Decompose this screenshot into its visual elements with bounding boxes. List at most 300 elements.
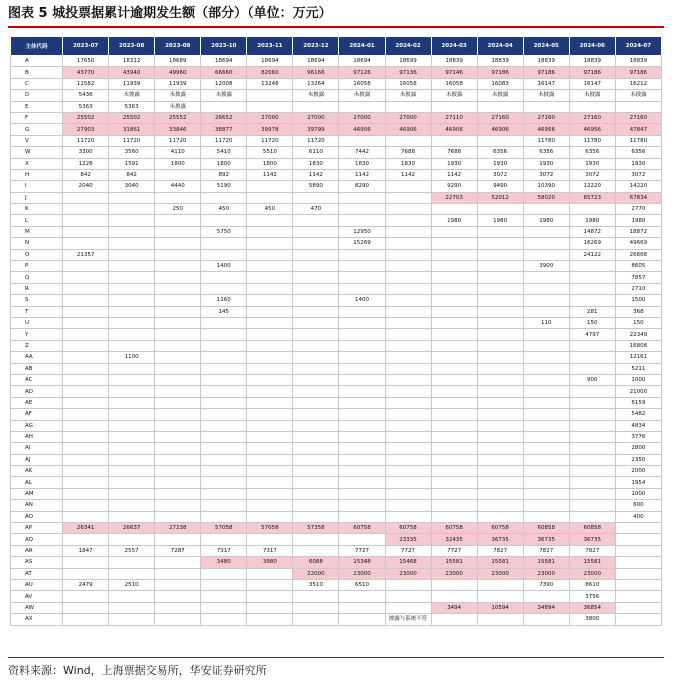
value-cell: 27903 — [63, 124, 109, 135]
value-cell — [201, 431, 247, 442]
value-cell — [247, 466, 293, 477]
value-cell: 未披露 — [155, 101, 201, 112]
value-cell: 3072 — [569, 169, 615, 180]
table-row — [11, 352, 662, 363]
table-row — [11, 249, 662, 260]
value-cell — [201, 397, 247, 408]
value-cell — [339, 466, 385, 477]
entity-code-cell: AP — [11, 523, 63, 534]
value-cell — [155, 226, 201, 237]
table-row — [11, 602, 662, 613]
value-cell: 97186 — [523, 67, 569, 78]
table-row — [11, 466, 662, 477]
value-cell: 18689 — [155, 56, 201, 67]
value-cell — [293, 272, 339, 283]
value-cell — [247, 101, 293, 112]
value-cell — [201, 272, 247, 283]
value-cell — [109, 363, 155, 374]
value-cell — [339, 614, 385, 625]
value-cell: 16058 — [431, 78, 477, 89]
value-cell — [109, 477, 155, 488]
value-cell — [201, 215, 247, 226]
value-cell: 7827 — [569, 545, 615, 556]
value-cell — [431, 431, 477, 442]
value-cell — [477, 249, 523, 260]
value-cell — [109, 386, 155, 397]
value-cell — [155, 397, 201, 408]
value-cell — [477, 374, 523, 385]
value-cell: 2800 — [615, 443, 661, 454]
footer-rule — [8, 657, 664, 658]
entity-code-cell: Y — [11, 329, 63, 340]
header-month: 2023-11 — [247, 37, 293, 56]
entity-code-cell: N — [11, 238, 63, 249]
entity-code-cell: AQ — [11, 534, 63, 545]
value-cell — [247, 602, 293, 613]
value-cell — [63, 557, 109, 568]
value-cell — [293, 215, 339, 226]
value-cell: 60758 — [431, 523, 477, 534]
value-cell — [63, 295, 109, 306]
value-cell: 7287 — [155, 545, 201, 556]
value-cell — [109, 443, 155, 454]
header-month: 2024-06 — [569, 37, 615, 56]
value-cell: 未披露 — [155, 90, 201, 101]
table-row — [11, 112, 662, 123]
value-cell — [339, 488, 385, 499]
value-cell — [155, 329, 201, 340]
value-cell: 46956 — [523, 124, 569, 135]
value-cell — [615, 579, 661, 590]
value-cell: 27160 — [523, 112, 569, 123]
table-row — [11, 386, 662, 397]
value-cell: 58020 — [523, 192, 569, 203]
value-cell: 15348 — [339, 557, 385, 568]
value-cell: 2770 — [615, 204, 661, 215]
value-cell — [615, 523, 661, 534]
value-cell — [63, 614, 109, 625]
value-cell: 21000 — [615, 386, 661, 397]
value-cell: 7390 — [523, 579, 569, 590]
entity-code-cell: G — [11, 124, 63, 135]
value-cell — [615, 545, 661, 556]
entity-code-cell: AG — [11, 420, 63, 431]
table-row — [11, 443, 662, 454]
value-cell — [569, 488, 615, 499]
value-cell — [109, 283, 155, 294]
value-cell — [247, 181, 293, 192]
value-cell: 57058 — [201, 523, 247, 534]
value-cell — [63, 500, 109, 511]
value-cell: 18839 — [615, 56, 661, 67]
value-cell: 22703 — [431, 192, 477, 203]
value-cell — [155, 374, 201, 385]
value-cell — [523, 226, 569, 237]
entity-code-cell: AT — [11, 568, 63, 579]
value-cell — [247, 488, 293, 499]
value-cell — [431, 101, 477, 112]
value-cell: 7317 — [201, 545, 247, 556]
table-row — [11, 169, 662, 180]
value-cell — [523, 249, 569, 260]
value-cell — [63, 306, 109, 317]
value-cell — [615, 101, 661, 112]
header-month: 2024-01 — [339, 37, 385, 56]
value-cell — [523, 306, 569, 317]
value-cell — [523, 374, 569, 385]
value-cell: 1980 — [523, 215, 569, 226]
source-note: 资料来源：Wind，上海票据交易所，华安证券研究所 — [8, 664, 267, 677]
value-cell — [523, 352, 569, 363]
value-cell — [523, 295, 569, 306]
value-cell — [523, 409, 569, 420]
value-cell — [339, 317, 385, 328]
value-cell — [523, 272, 569, 283]
value-cell — [431, 511, 477, 522]
table-row — [11, 283, 662, 294]
value-cell — [201, 579, 247, 590]
value-cell: 5363 — [109, 101, 155, 112]
value-cell: 1228 — [63, 158, 109, 169]
value-cell: 3510 — [293, 579, 339, 590]
value-cell: 3776 — [615, 431, 661, 442]
value-cell: 60758 — [385, 523, 431, 534]
value-cell: 17650 — [63, 56, 109, 67]
value-cell — [477, 420, 523, 431]
entity-code-cell: C — [11, 78, 63, 89]
value-cell — [109, 204, 155, 215]
entity-code-cell: Z — [11, 340, 63, 351]
entity-code-cell: AO — [11, 511, 63, 522]
value-cell: 3980 — [247, 557, 293, 568]
table-row — [11, 488, 662, 499]
value-cell — [431, 306, 477, 317]
value-cell — [247, 226, 293, 237]
value-cell: 7727 — [385, 545, 431, 556]
value-cell — [247, 568, 293, 579]
value-cell — [109, 500, 155, 511]
value-cell — [155, 352, 201, 363]
value-cell: 未披露 — [385, 90, 431, 101]
value-cell: 6159 — [615, 397, 661, 408]
value-cell — [247, 306, 293, 317]
value-cell — [523, 386, 569, 397]
entity-code-cell: U — [11, 317, 63, 328]
value-cell — [247, 443, 293, 454]
value-cell — [155, 454, 201, 465]
value-cell: 2000 — [615, 466, 661, 477]
value-cell — [523, 591, 569, 602]
value-cell — [431, 397, 477, 408]
value-cell — [293, 477, 339, 488]
value-cell — [569, 283, 615, 294]
value-cell — [569, 431, 615, 442]
value-cell: 26341 — [63, 523, 109, 534]
value-cell — [201, 614, 247, 625]
value-cell: 600 — [615, 500, 661, 511]
value-cell: 6356 — [523, 147, 569, 158]
value-cell: 未披露 — [201, 90, 247, 101]
value-cell: 60758 — [339, 523, 385, 534]
value-cell: 1142 — [247, 169, 293, 180]
value-cell: 14220 — [615, 181, 661, 192]
value-cell: 3756 — [569, 591, 615, 602]
value-cell: 1800 — [201, 158, 247, 169]
table-row — [11, 215, 662, 226]
value-cell: 7857 — [615, 272, 661, 283]
value-cell: 27160 — [477, 112, 523, 123]
value-cell — [247, 329, 293, 340]
value-cell — [339, 454, 385, 465]
value-cell — [63, 568, 109, 579]
value-cell — [293, 101, 339, 112]
value-cell: 16212 — [615, 78, 661, 89]
value-cell: 22349 — [615, 329, 661, 340]
value-cell: 1830 — [385, 158, 431, 169]
value-cell — [385, 204, 431, 215]
value-cell: 3072 — [523, 169, 569, 180]
value-cell: 2557 — [109, 545, 155, 556]
entity-code-cell: E — [11, 101, 63, 112]
value-cell: 60858 — [523, 523, 569, 534]
value-cell: 97186 — [615, 67, 661, 78]
entity-code-cell: AV — [11, 591, 63, 602]
value-cell — [477, 226, 523, 237]
value-cell — [201, 386, 247, 397]
value-cell — [293, 602, 339, 613]
value-cell — [339, 409, 385, 420]
title-rule — [8, 26, 664, 28]
value-cell — [385, 602, 431, 613]
table-row — [11, 272, 662, 283]
entity-code-cell: AW — [11, 602, 63, 613]
value-cell: 82060 — [247, 67, 293, 78]
value-cell — [293, 374, 339, 385]
value-cell — [385, 579, 431, 590]
value-cell — [523, 477, 569, 488]
value-cell — [477, 295, 523, 306]
value-cell — [339, 261, 385, 272]
value-cell: 450 — [201, 204, 247, 215]
value-cell — [339, 306, 385, 317]
header-month: 2023-08 — [109, 37, 155, 56]
value-cell — [247, 500, 293, 511]
value-cell: 7827 — [523, 545, 569, 556]
value-cell — [385, 363, 431, 374]
value-cell: 34894 — [523, 602, 569, 613]
value-cell: 13248 — [247, 78, 293, 89]
value-cell — [477, 204, 523, 215]
value-cell — [523, 488, 569, 499]
entity-code-cell: O — [11, 249, 63, 260]
value-cell — [431, 454, 477, 465]
value-cell — [201, 238, 247, 249]
value-cell: 6088 — [293, 557, 339, 568]
value-cell: 97186 — [477, 67, 523, 78]
value-cell — [477, 272, 523, 283]
value-cell: 15269 — [339, 238, 385, 249]
value-cell: 8610 — [569, 579, 615, 590]
value-cell — [247, 261, 293, 272]
value-cell: 46906 — [339, 124, 385, 135]
value-cell — [155, 466, 201, 477]
value-cell — [293, 306, 339, 317]
value-cell: 15581 — [569, 557, 615, 568]
value-cell: 1591 — [109, 158, 155, 169]
value-cell: 25552 — [155, 112, 201, 123]
value-cell — [63, 454, 109, 465]
value-cell — [477, 329, 523, 340]
table-row — [11, 124, 662, 135]
value-cell: 1980 — [431, 215, 477, 226]
value-cell — [201, 409, 247, 420]
value-cell — [155, 283, 201, 294]
value-cell: 7727 — [431, 545, 477, 556]
value-cell: 7827 — [477, 545, 523, 556]
value-cell: 3800 — [569, 614, 615, 625]
value-cell — [293, 545, 339, 556]
value-cell — [569, 101, 615, 112]
table-header-row — [11, 37, 662, 56]
value-cell: 1980 — [477, 215, 523, 226]
value-cell — [569, 500, 615, 511]
value-cell — [523, 397, 569, 408]
value-cell — [523, 500, 569, 511]
value-cell — [339, 591, 385, 602]
value-cell: 150 — [569, 317, 615, 328]
entity-code-cell: A — [11, 56, 63, 67]
value-cell — [155, 295, 201, 306]
value-cell: 1000 — [615, 488, 661, 499]
value-cell — [109, 317, 155, 328]
value-cell — [385, 420, 431, 431]
value-cell — [339, 192, 385, 203]
entity-code-cell: V — [11, 135, 63, 146]
value-cell: 10390 — [523, 181, 569, 192]
value-cell — [431, 386, 477, 397]
value-cell: 15581 — [477, 557, 523, 568]
table-row — [11, 101, 662, 112]
value-cell — [477, 340, 523, 351]
value-cell — [523, 204, 569, 215]
value-cell — [247, 352, 293, 363]
value-cell: 1980 — [615, 215, 661, 226]
entity-code-cell: AC — [11, 374, 63, 385]
value-cell: 18839 — [523, 56, 569, 67]
value-cell: 368 — [615, 306, 661, 317]
value-cell — [63, 261, 109, 272]
value-cell — [293, 443, 339, 454]
value-cell — [109, 466, 155, 477]
value-cell — [155, 272, 201, 283]
value-cell: 3494 — [431, 602, 477, 613]
value-cell: 12220 — [569, 181, 615, 192]
value-cell — [293, 238, 339, 249]
value-cell — [339, 431, 385, 442]
value-cell: 11939 — [155, 78, 201, 89]
value-cell — [569, 477, 615, 488]
entity-code-cell: B — [11, 67, 63, 78]
value-cell: 1160 — [201, 295, 247, 306]
entity-code-cell: AI — [11, 443, 63, 454]
value-cell — [385, 511, 431, 522]
value-cell: 9490 — [477, 181, 523, 192]
value-cell: 18694 — [339, 56, 385, 67]
value-cell — [385, 238, 431, 249]
value-cell — [155, 511, 201, 522]
value-cell — [293, 500, 339, 511]
value-cell — [63, 488, 109, 499]
value-cell — [109, 568, 155, 579]
value-cell — [155, 579, 201, 590]
value-cell: 11780 — [523, 135, 569, 146]
value-cell — [569, 454, 615, 465]
table-row — [11, 568, 662, 579]
value-cell: 46906 — [431, 124, 477, 135]
value-cell: 60758 — [477, 523, 523, 534]
value-cell — [293, 420, 339, 431]
value-cell: 11720 — [155, 135, 201, 146]
value-cell — [569, 443, 615, 454]
value-cell — [247, 397, 293, 408]
value-cell: 18872 — [615, 226, 661, 237]
value-cell: 1980 — [569, 215, 615, 226]
value-cell — [477, 477, 523, 488]
value-cell — [293, 386, 339, 397]
entity-code-cell: AA — [11, 352, 63, 363]
value-cell — [247, 363, 293, 374]
value-cell — [431, 329, 477, 340]
value-cell: 9290 — [431, 181, 477, 192]
value-cell — [431, 283, 477, 294]
value-cell: 23000 — [477, 568, 523, 579]
value-cell — [109, 534, 155, 545]
value-cell — [247, 215, 293, 226]
value-cell — [155, 614, 201, 625]
table-row — [11, 56, 662, 67]
value-cell: 未披露 — [523, 90, 569, 101]
value-cell — [615, 591, 661, 602]
value-cell — [385, 591, 431, 602]
value-cell: 23000 — [385, 568, 431, 579]
value-cell — [431, 466, 477, 477]
value-cell — [293, 249, 339, 260]
value-cell: 97126 — [339, 67, 385, 78]
value-cell: 12950 — [339, 226, 385, 237]
entity-code-cell: AB — [11, 363, 63, 374]
value-cell: 4834 — [615, 420, 661, 431]
value-cell: 57058 — [247, 523, 293, 534]
entity-code-cell: S — [11, 295, 63, 306]
value-cell: 18699 — [385, 56, 431, 67]
value-cell — [477, 488, 523, 499]
value-cell — [63, 466, 109, 477]
value-cell — [109, 261, 155, 272]
value-cell: 1142 — [339, 169, 385, 180]
value-cell: 23335 — [385, 534, 431, 545]
value-cell: 11780 — [615, 135, 661, 146]
value-cell — [477, 363, 523, 374]
table-row — [11, 340, 662, 351]
value-cell — [293, 511, 339, 522]
table-row — [11, 397, 662, 408]
table-row — [11, 534, 662, 545]
value-cell: 5482 — [615, 409, 661, 420]
entity-code-cell: H — [11, 169, 63, 180]
value-cell — [615, 557, 661, 568]
value-cell: 3480 — [201, 557, 247, 568]
value-cell: 6356 — [615, 147, 661, 158]
